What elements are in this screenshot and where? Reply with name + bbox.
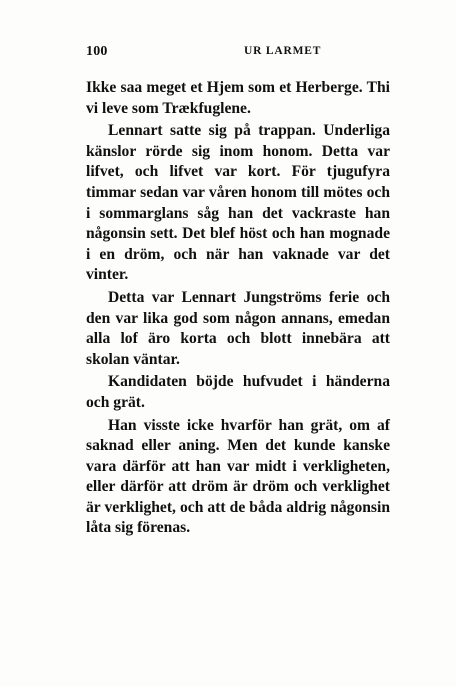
paragraph: Lennart satte sig på trappan. Underliga känslor rörde sig inom honom. Detta var lifvet, och lifvet var kort. För tjugufyra timmar sedan var våren honom till mötes och i sommarglans såg han det vackraste han någonsin sett. Det blef höst och han mognade i en dröm, och när han vaknade var det vinter. — [86, 122, 390, 284]
paragraph: Han visste icke hvarför han grät, om af saknad eller aning. Men det kunde kanske vara därför att han var midt i verkligheten, eller därför att dröm är dröm och verklighet är verklighet, och att de båda aldrig någonsin låta sig förenas. — [86, 416, 390, 537]
paragraph-quote: Ikke saa meget et Hjem som et Herberge. Thi vi leve som Trækfuglene. — [86, 79, 390, 117]
page-header — [86, 44, 380, 60]
page-number: 100 — [86, 44, 108, 59]
body-text — [86, 78, 390, 541]
running-head: UR LARMET — [244, 45, 322, 57]
paragraph: Detta var Lennart Jungströms ferie och den var lika god som någon annans, emedan alla lof äro korta och blott innebära att skolan väntar. — [86, 288, 390, 368]
paragraph: Kandidaten böjde hufvudet i händerna och grät. — [86, 373, 390, 411]
